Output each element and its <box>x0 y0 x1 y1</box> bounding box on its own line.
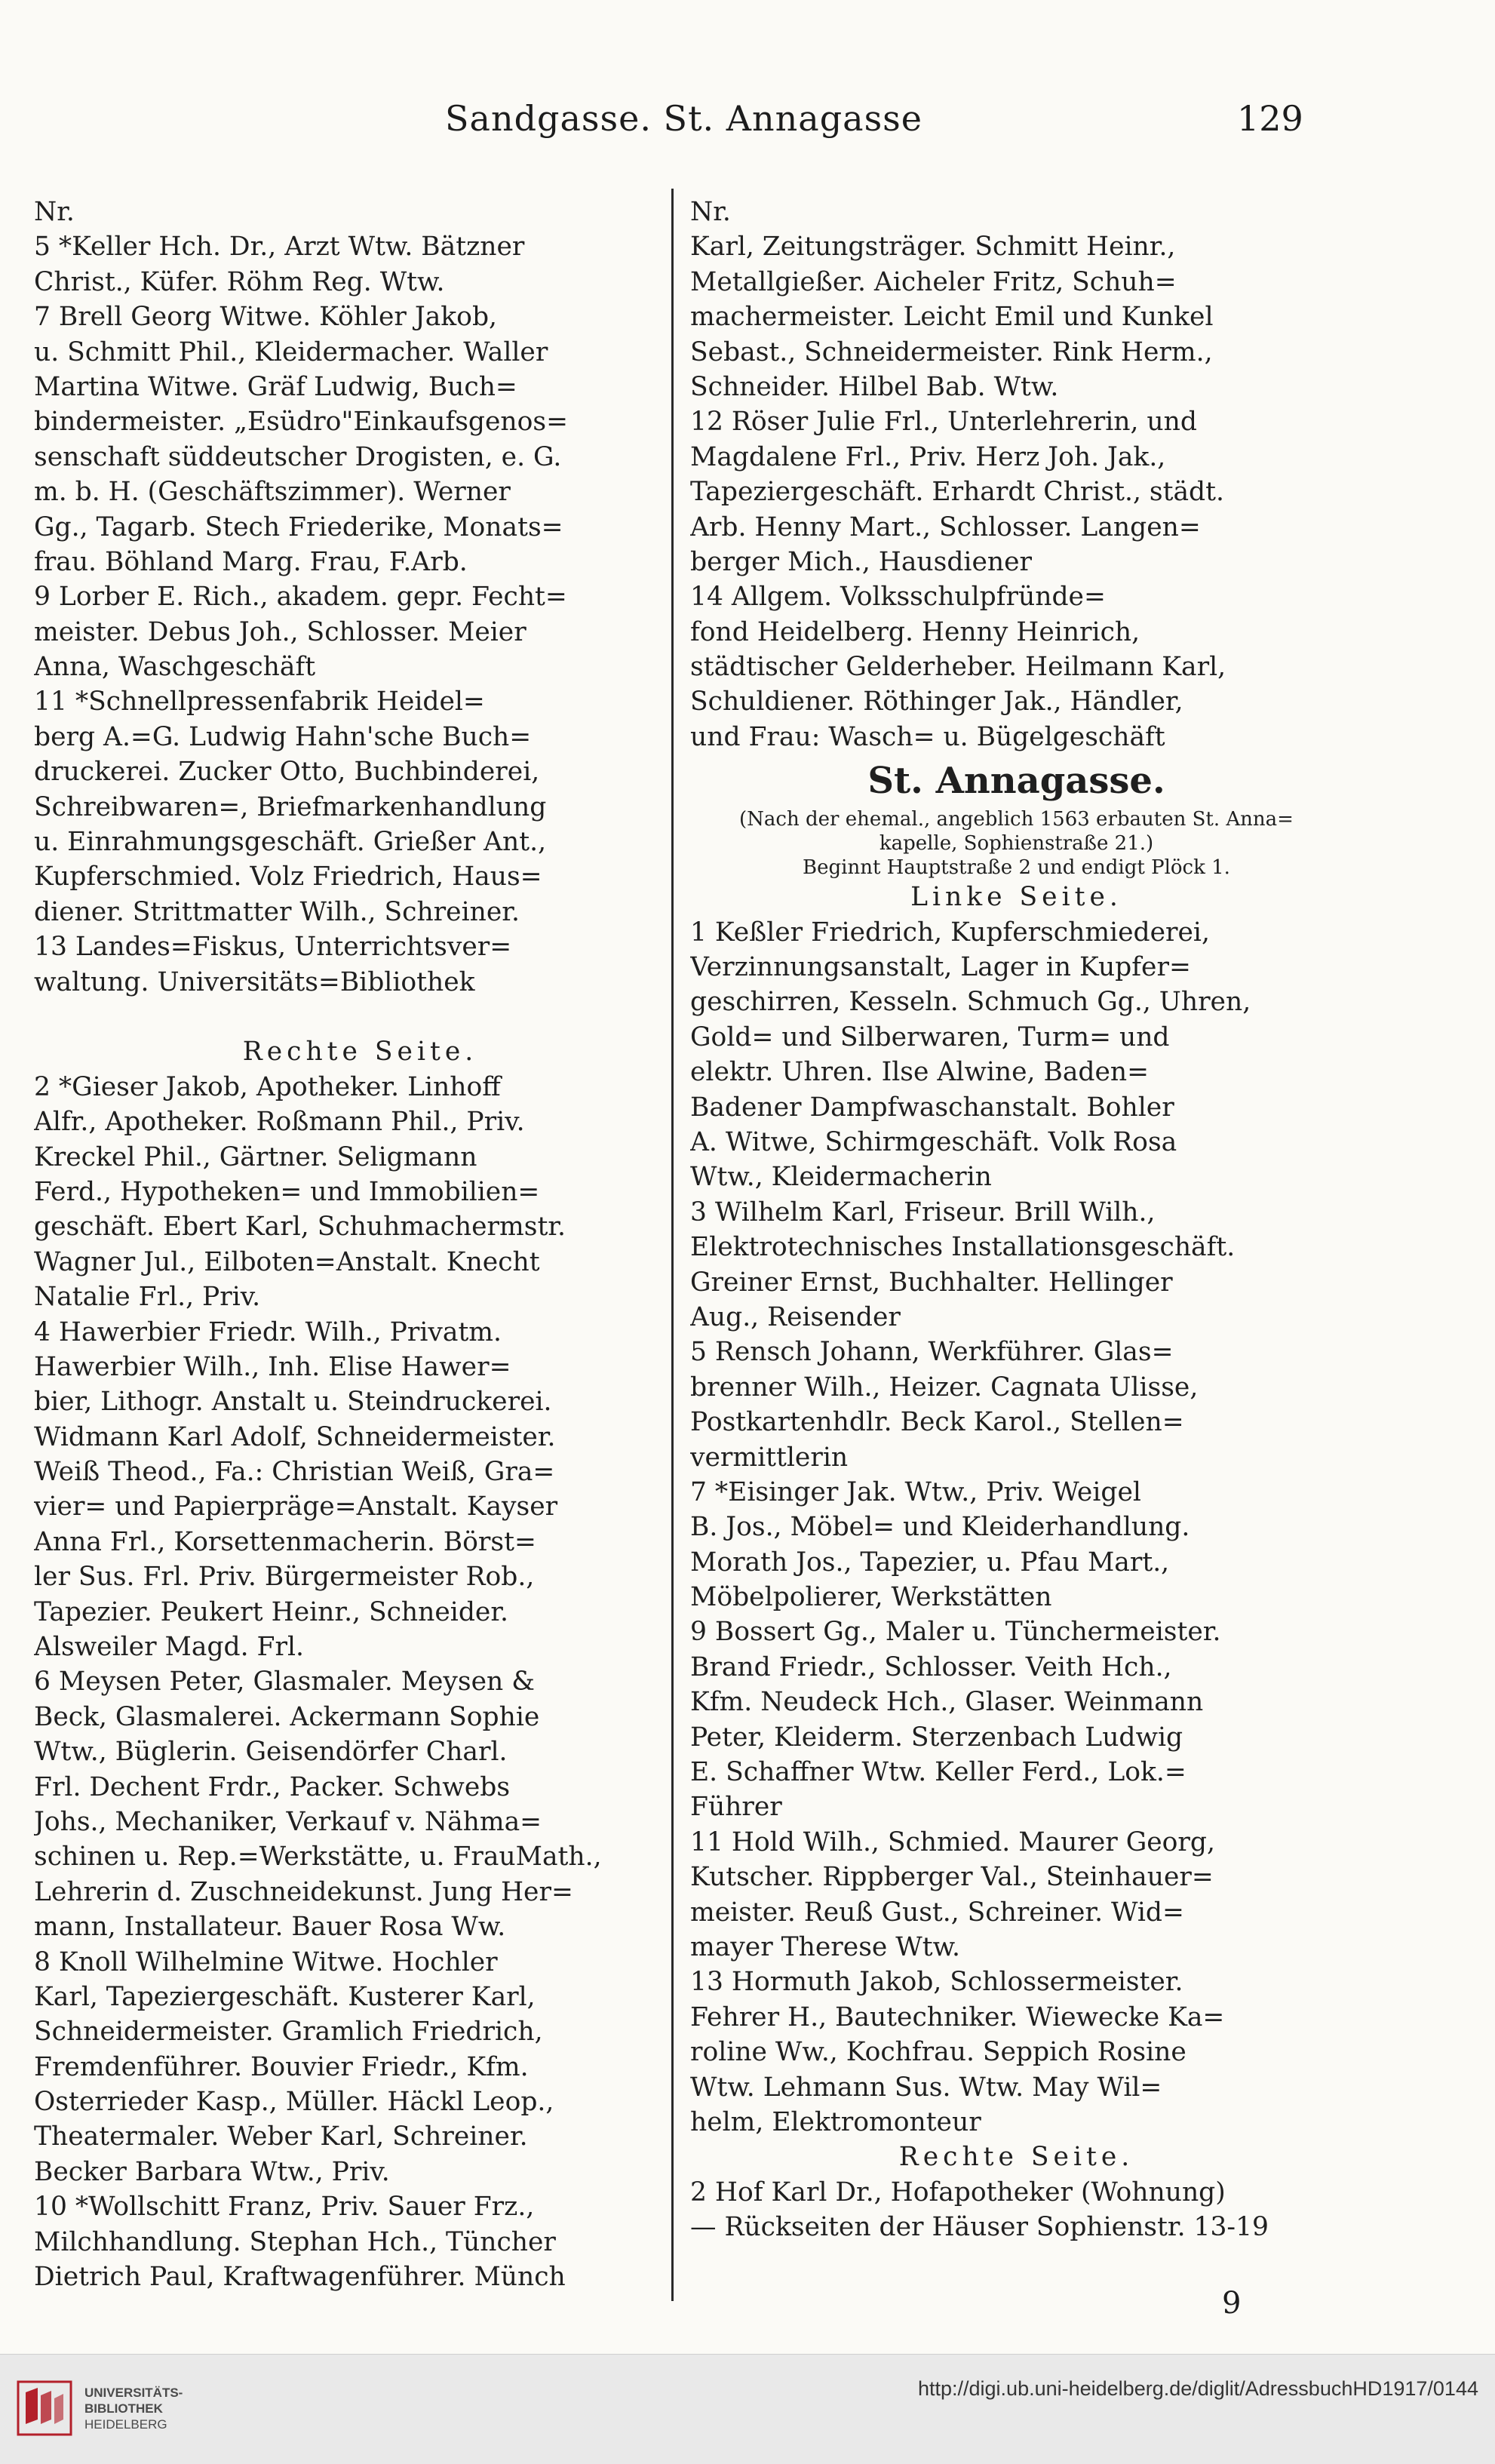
text-line: Fehrer H., Bautechniker. Wiewecke Ka= <box>690 2002 1225 2032</box>
text-line: 11 Hold Wilh., Schmied. Maurer Georg, <box>690 1826 1215 1857</box>
text-line: Johs., Mechaniker, Verkauf v. Nähma= <box>34 1806 542 1837</box>
text-line: Alfr., Apotheker. Roßmann Phil., Priv. <box>34 1107 525 1138</box>
text-line: Rechte Seite. <box>898 2142 1134 2173</box>
text-line: Peter, Kleiderm. Sterzenbach Ludwig <box>690 1722 1183 1753</box>
text-line: Morath Jos., Tapezier, u. Pfau Mart., <box>690 1547 1170 1578</box>
text-line: Becker Barbara Wtw., Priv. <box>34 2156 390 2187</box>
text-line: bindermeister. „Esüdro"Einkaufsgenos= <box>34 407 569 438</box>
text-line: geschirren, Kesseln. Schmuch Gg., Uhren, <box>690 987 1251 1018</box>
text-line <box>34 1000 686 1034</box>
text-line: Aug., Reisender <box>690 1301 901 1332</box>
text-line: Milchhandlung. Stephan Hch., Tüncher <box>34 2226 556 2257</box>
text-line: Karl, Zeitungsträger. Schmitt Heinr., <box>690 232 1176 263</box>
text-line: ler Sus. Frl. Priv. Bürgermeister Rob., <box>34 1562 535 1593</box>
text-line: Martina Witwe. Gräf Ludwig, Buch= <box>34 371 517 402</box>
text-line: Schneider. Hilbel Bab. Wtw. <box>690 371 1059 402</box>
text-line: Beck, Glasmalerei. Ackermann Sophie <box>34 1701 540 1732</box>
text-line: Postkartenhdlr. Beck Karol., Stellen= <box>690 1407 1184 1438</box>
text-line: druckerei. Zucker Otto, Buchbinderei, <box>34 757 540 788</box>
text-line: 13 Hormuth Jakob, Schlossermeister. <box>690 1967 1183 1998</box>
text-line: Elektrotechnisches Installationsgeschäft. <box>690 1232 1236 1263</box>
text-line: Theatermaler. Weber Karl, Schreiner. <box>34 2121 528 2152</box>
text-line: 12 Röser Julie Frl., Unterlehrerin, und <box>690 407 1197 438</box>
text-line: geschäft. Ebert Karl, Schuhmachermstr. <box>34 1212 566 1243</box>
text-line: Hawerbier Wilh., Inh. Elise Hawer= <box>34 1351 511 1382</box>
text-line: 14 Allgem. Volksschulpfründe= <box>690 582 1106 613</box>
text-line: Wtw. Lehmann Sus. Wtw. May Wil= <box>690 2072 1162 2103</box>
text-line: 7 *Eisinger Jak. Wtw., Priv. Weigel <box>690 1476 1141 1507</box>
left-column <box>34 195 686 2294</box>
text-line: Osterrieder Kasp., Müller. Häckl Leop., <box>34 2087 554 2118</box>
text-line: Kupferschmied. Volz Friedrich, Haus= <box>34 862 542 893</box>
text-line: frau. Böhland Marg. Frau, F.Arb. <box>34 546 468 577</box>
section-title: St. Annagasse. <box>867 760 1165 803</box>
text-line: Badener Dampfwaschanstalt. Bohler <box>690 1092 1174 1123</box>
library-logo-icon <box>15 2379 74 2438</box>
text-line: roline Ww., Kochfrau. Seppich Rosine <box>690 2037 1186 2068</box>
text-line: Brand Friedr., Schlosser. Veith Hch., <box>690 1651 1172 1682</box>
text-line: meister. Reuß Gust., Schreiner. Wid= <box>690 1897 1184 1928</box>
text-line: 5 Rensch Johann, Werkführer. Glas= <box>690 1337 1174 1368</box>
text-line: berg A.=G. Ludwig Hahn'sche Buch= <box>34 721 532 752</box>
text-line: 5 *Keller Hch. Dr., Arzt Wtw. Bätzner <box>34 232 525 263</box>
text-line: u. Einrahmungsgeschäft. Grießer Ant., <box>34 827 547 858</box>
text-line: 2 *Gieser Jakob, Apotheker. Linhoff <box>34 1071 501 1102</box>
section-note: kapelle, Sophienstraße 21.) <box>879 832 1154 856</box>
running-header <box>0 98 1495 158</box>
page-title: Sandgasse. St. Annagasse <box>445 98 923 139</box>
text-line: Weiß Theod., Fa.: Christian Weiß, Gra= <box>34 1457 555 1488</box>
text-line: 7 Brell Georg Witwe. Köhler Jakob, <box>34 302 498 333</box>
text-line: 9 Lorber E. Rich., akadem. gepr. Fecht= <box>34 582 567 613</box>
text-line: Kreckel Phil., Gärtner. Seligmann <box>34 1141 477 1172</box>
text-line: Arb. Henny Mart., Schlosser. Langen= <box>690 512 1201 542</box>
text-line: Karl, Tapeziergeschäft. Kusterer Karl, <box>34 1981 536 2012</box>
text-line: A. Witwe, Schirmgeschäft. Volk Rosa <box>690 1126 1177 1157</box>
text-line: Frl. Dechent Frdr., Packer. Schwebs <box>34 1771 511 1802</box>
signature-mark: 9 <box>1222 2286 1242 2321</box>
text-line: Ferd., Hypotheken= und Immobilien= <box>34 1176 540 1207</box>
text-line: Tapezier. Peukert Heinr., Schneider. <box>34 1596 508 1627</box>
text-line: vermittlerin <box>690 1442 849 1473</box>
text-line: B. Jos., Möbel= und Kleiderhandlung. <box>690 1512 1190 1543</box>
text-line: m. b. H. (Geschäftszimmer). Werner <box>34 477 511 508</box>
section-note: (Nach der ehemal., angeblich 1563 erbauten St. Anna= <box>739 808 1294 831</box>
text-line: 3 Wilhelm Karl, Friseur. Brill Wilh., <box>690 1197 1156 1227</box>
text-line: — Rückseiten der Häuser Sophienstr. 13-19 <box>690 2212 1269 2243</box>
footer-bar <box>0 2354 1495 2464</box>
text-line: Verzinnungsanstalt, Lager in Kupfer= <box>690 952 1191 983</box>
text-line: E. Schaffner Wtw. Keller Ferd., Lok.= <box>690 1757 1186 1788</box>
right-column-top <box>690 195 1343 754</box>
text-line: Wagner Jul., Eilboten=Anstalt. Knecht <box>34 1246 540 1277</box>
text-line: Führer <box>690 1792 782 1823</box>
text-line: 10 *Wollschitt Franz, Priv. Sauer Frz., <box>34 2192 535 2223</box>
text-line: Nr. <box>690 197 731 227</box>
text-line: Kutscher. Rippberger Val., Steinhauer= <box>690 1862 1214 1893</box>
text-line: und Frau: Wasch= u. Bügelgeschäft <box>690 721 1165 752</box>
section-note: Beginnt Hauptstraße 2 und endigt Plöck 1. <box>803 856 1230 880</box>
text-line: Nr. <box>34 197 75 227</box>
text-line: Sebast., Schneidermeister. Rink Herm., <box>690 336 1213 367</box>
text-line: Schneidermeister. Gramlich Friedrich, <box>34 2017 543 2048</box>
text-line: städtischer Gelderheber. Heilmann Karl, <box>690 652 1226 683</box>
text-line: Gold= und Silberwaren, Turm= und <box>690 1022 1170 1052</box>
text-line: Magdalene Frl., Priv. Herz Joh. Jak., <box>690 441 1166 472</box>
text-line: 6 Meysen Peter, Glasmaler. Meysen & <box>34 1667 535 1697</box>
text-line: u. Schmitt Phil., Kleidermacher. Waller <box>34 336 548 367</box>
text-line: Anna, Waschgeschäft <box>34 652 316 683</box>
text-line: Widmann Karl Adolf, Schneidermeister. <box>34 1421 556 1452</box>
text-line: bier, Lithogr. Anstalt u. Steindruckerei. <box>34 1387 552 1418</box>
text-line: Natalie Frl., Priv. <box>34 1282 261 1313</box>
text-line: schinen u. Rep.=Werkstätte, u. FrauMath., <box>34 1842 602 1873</box>
text-line: Möbelpolierer, Werkstätten <box>690 1582 1052 1613</box>
text-line: helm, Elektromonteur <box>690 2106 981 2137</box>
text-line: fond Heidelberg. Henny Heinrich, <box>690 616 1140 647</box>
text-line: 13 Landes=Fiskus, Unterrichtsver= <box>34 932 512 963</box>
text-line: Anna Frl., Korsettenmacherin. Börst= <box>34 1526 536 1557</box>
text-line: Christ., Küfer. Röhm Reg. Wtw. <box>34 266 445 297</box>
text-line: mann, Installateur. Bauer Rosa Ww. <box>34 1912 506 1943</box>
source-url-link[interactable]: http://digi.ub.uni-heidelberg.de/diglit/AdressbuchHD1917/0144 <box>917 2377 1478 2400</box>
text-line: diener. Strittmatter Wilh., Schreiner. <box>34 896 520 927</box>
text-line: 4 Hawerbier Friedr. Wilh., Privatm. <box>34 1316 502 1347</box>
text-line: 2 Hof Karl Dr., Hofapotheker (Wohnung) <box>690 2177 1226 2207</box>
text-line: 1 Keßler Friedrich, Kupferschmiederei, <box>690 917 1210 948</box>
text-line: brenner Wilh., Heizer. Cagnata Ulisse, <box>690 1372 1199 1403</box>
library-name: UNIVERSITÄTS- BIBLIOTHEK HEIDELBERG <box>84 2386 183 2432</box>
text-line: Fremdenführer. Bouvier Friedr., Kfm. <box>34 2051 529 2082</box>
text-line: Wtw., Büglerin. Geisendörfer Charl. <box>34 1737 508 1768</box>
text-line: Lehrerin d. Zuschneidekunst. Jung Her= <box>34 1876 573 1907</box>
text-line: 11 *Schnellpressenfabrik Heidel= <box>34 687 485 717</box>
text-line: Gg., Tagarb. Stech Friederike, Monats= <box>34 512 563 542</box>
text-line: Tapeziergeschäft. Erhardt Christ., städt. <box>690 477 1224 508</box>
right-column-bottom <box>690 915 1343 2245</box>
text-line: mayer Therese Wtw. <box>690 1931 961 1962</box>
text-line: vier= und Papierpräge=Anstalt. Kayser <box>34 1492 558 1522</box>
subsection-heading: Linke Seite. <box>910 882 1122 913</box>
text-line: elektr. Uhren. Ilse Alwine, Baden= <box>690 1057 1150 1088</box>
text-line: Rechte Seite. <box>242 1037 478 1068</box>
text-line: Wtw., Kleidermacherin <box>690 1162 992 1193</box>
text-line: berger Mich., Hausdiener <box>690 546 1032 577</box>
text-line: Metallgießer. Aicheler Fritz, Schuh= <box>690 266 1177 297</box>
text-line: Schuldiener. Röthinger Jak., Händler, <box>690 687 1183 717</box>
text-line: Kfm. Neudeck Hch., Glaser. Weinmann <box>690 1687 1204 1718</box>
text-line: Greiner Ernst, Buchhalter. Hellinger <box>690 1267 1173 1298</box>
text-line: Dietrich Paul, Kraftwagenführer. Münch <box>34 2262 566 2293</box>
right-column <box>690 195 1343 2244</box>
text-line: waltung. Universitäts=Bibliothek <box>34 966 475 997</box>
text-line: machermeister. Leicht Emil und Kunkel <box>690 302 1214 333</box>
text-line: Alsweiler Magd. Frl. <box>34 1632 304 1663</box>
text-line: senschaft süddeutscher Drogisten, e. G. <box>34 441 562 472</box>
page-number: 129 <box>1237 98 1303 139</box>
text-line: 8 Knoll Wilhelmine Witwe. Hochler <box>34 1946 498 1977</box>
text-line: 9 Bossert Gg., Maler u. Tünchermeister. <box>690 1617 1221 1648</box>
text-line: Schreibwaren=, Briefmarkenhandlung <box>34 791 547 822</box>
text-line: meister. Debus Joh., Schlosser. Meier <box>34 616 526 647</box>
